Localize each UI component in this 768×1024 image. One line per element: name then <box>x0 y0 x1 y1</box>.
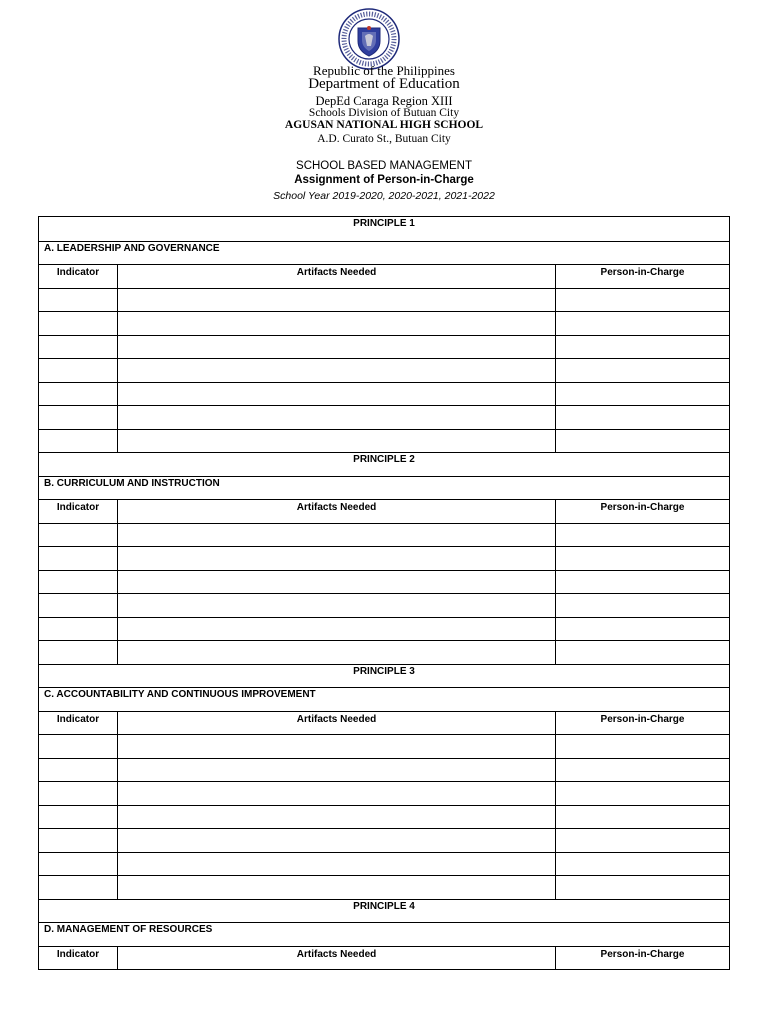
artifacts-cell[interactable] <box>118 618 556 641</box>
principle-heading: PRINCIPLE 4 <box>353 900 415 912</box>
indicator-header: Indicator <box>39 500 118 523</box>
person-cell[interactable] <box>556 383 729 406</box>
area-row <box>39 922 729 946</box>
person-header: Person-in-Charge <box>600 948 685 960</box>
table-row <box>39 781 729 805</box>
indicator-cell[interactable] <box>39 289 118 312</box>
person-cell[interactable] <box>556 289 729 312</box>
artifacts-cell[interactable] <box>118 782 556 805</box>
area-heading: A. LEADERSHIP AND GOVERNANCE <box>44 242 220 254</box>
person-cell[interactable] <box>556 594 729 617</box>
column-header-row <box>39 711 729 735</box>
artifacts-cell[interactable] <box>118 430 556 453</box>
artifacts-header: Artifacts Needed <box>118 265 556 288</box>
person-cell[interactable] <box>556 430 729 453</box>
person-cell[interactable] <box>556 359 729 382</box>
artifacts-cell[interactable] <box>118 876 556 899</box>
indicator-cell[interactable] <box>39 594 118 617</box>
person-cell[interactable] <box>556 829 729 852</box>
indicator-cell[interactable] <box>39 853 118 876</box>
column-header-row <box>39 499 729 523</box>
artifacts-cell[interactable] <box>118 547 556 570</box>
column-header-row <box>39 264 729 288</box>
artifacts-cell[interactable] <box>118 759 556 782</box>
person-cell[interactable] <box>556 759 729 782</box>
principle-row <box>39 217 729 241</box>
table-row <box>39 828 729 852</box>
deped-seal-icon <box>338 8 400 70</box>
table-row <box>39 805 729 829</box>
indicator-header: Indicator <box>39 265 118 288</box>
indicator-cell[interactable] <box>39 430 118 453</box>
indicator-cell[interactable] <box>39 336 118 359</box>
person-cell[interactable] <box>556 406 729 429</box>
person-cell[interactable] <box>556 524 729 547</box>
artifacts-header: Artifacts Needed <box>118 500 556 523</box>
school-year: School Year 2019-2020, 2020-2021, 2021-2022 <box>273 190 495 202</box>
header-republic: Republic of the Philippines <box>313 63 455 78</box>
artifacts-cell[interactable] <box>118 641 556 664</box>
artifacts-cell[interactable] <box>118 735 556 758</box>
person-cell[interactable] <box>556 735 729 758</box>
area-heading: D. MANAGEMENT OF RESOURCES <box>44 924 213 935</box>
indicator-cell[interactable] <box>39 524 118 547</box>
artifacts-cell[interactable] <box>118 853 556 876</box>
doc-title: SCHOOL BASED MANAGEMENT <box>296 160 472 172</box>
indicator-cell[interactable] <box>39 806 118 829</box>
person-header: Person-in-Charge <box>600 713 685 725</box>
table-row <box>39 382 729 406</box>
indicator-cell[interactable] <box>39 571 118 594</box>
area-heading: C. ACCOUNTABILITY AND CONTINUOUS IMPROVEMENT <box>44 689 316 700</box>
principle-heading: PRINCIPLE 1 <box>353 218 415 229</box>
area-row <box>39 241 729 265</box>
principle-row <box>39 899 729 923</box>
person-cell[interactable] <box>556 618 729 641</box>
table-row <box>39 405 729 429</box>
artifacts-cell[interactable] <box>118 359 556 382</box>
person-cell[interactable] <box>556 876 729 899</box>
artifacts-cell[interactable] <box>118 524 556 547</box>
principle-heading: PRINCIPLE 3 <box>353 665 415 677</box>
column-header-row <box>39 946 729 970</box>
table-row <box>39 593 729 617</box>
artifacts-cell[interactable] <box>118 829 556 852</box>
artifacts-cell[interactable] <box>118 289 556 312</box>
header-region: DepEd Caraga Region XIII <box>315 94 453 108</box>
person-cell[interactable] <box>556 782 729 805</box>
person-cell[interactable] <box>556 806 729 829</box>
indicator-header: Indicator <box>39 947 118 970</box>
table-row <box>39 546 729 570</box>
artifacts-cell[interactable] <box>118 383 556 406</box>
person-cell[interactable] <box>556 641 729 664</box>
indicator-cell[interactable] <box>39 618 118 641</box>
principle-row <box>39 452 729 476</box>
indicator-cell[interactable] <box>39 641 118 664</box>
person-header: Person-in-Charge <box>600 502 685 513</box>
indicator-cell[interactable] <box>39 406 118 429</box>
artifacts-cell[interactable] <box>118 594 556 617</box>
person-cell[interactable] <box>556 571 729 594</box>
table-row <box>39 335 729 359</box>
table-row <box>39 358 729 382</box>
doc-subtitle: Assignment of Person-in-Charge <box>294 174 474 186</box>
table-row <box>39 640 729 664</box>
table-row <box>39 288 729 312</box>
table-row <box>39 617 729 641</box>
header-address: A.D. Curato St., Butuan City <box>317 133 451 145</box>
indicator-cell[interactable] <box>39 829 118 852</box>
artifacts-cell[interactable] <box>118 806 556 829</box>
indicator-cell[interactable] <box>39 547 118 570</box>
table-row <box>39 429 729 453</box>
artifacts-header: Artifacts Needed <box>118 947 556 970</box>
artifacts-cell[interactable] <box>118 312 556 335</box>
indicator-cell[interactable] <box>39 782 118 805</box>
table-row <box>39 523 729 547</box>
area-heading: B. CURRICULUM AND INSTRUCTION <box>44 477 220 489</box>
artifacts-cell[interactable] <box>118 571 556 594</box>
indicator-cell[interactable] <box>39 312 118 335</box>
person-header: Person-in-Charge <box>600 267 685 278</box>
person-cell[interactable] <box>556 547 729 570</box>
table-row <box>39 570 729 594</box>
table-row <box>39 734 729 758</box>
header-division: Schools Division of Butuan City <box>308 107 460 119</box>
principle-heading: PRINCIPLE 2 <box>353 454 415 465</box>
area-row <box>39 687 729 711</box>
indicator-cell[interactable] <box>39 383 118 406</box>
table-row <box>39 875 729 899</box>
person-cell[interactable] <box>556 853 729 876</box>
artifacts-header: Artifacts Needed <box>118 712 556 735</box>
indicator-cell[interactable] <box>39 359 118 382</box>
area-row <box>39 476 729 500</box>
indicator-header: Indicator <box>39 712 118 735</box>
sbm-form-table <box>38 216 730 970</box>
person-cell[interactable] <box>556 336 729 359</box>
principle-row <box>39 664 729 688</box>
artifacts-cell[interactable] <box>118 406 556 429</box>
header-school: AGUSAN NATIONAL HIGH SCHOOL <box>284 119 484 131</box>
indicator-cell[interactable] <box>39 876 118 899</box>
header-department: Department of Education <box>308 76 460 92</box>
table-row <box>39 852 729 876</box>
artifacts-cell[interactable] <box>118 336 556 359</box>
indicator-cell[interactable] <box>39 735 118 758</box>
indicator-cell[interactable] <box>39 759 118 782</box>
table-row <box>39 758 729 782</box>
table-row <box>39 311 729 335</box>
person-cell[interactable] <box>556 312 729 335</box>
